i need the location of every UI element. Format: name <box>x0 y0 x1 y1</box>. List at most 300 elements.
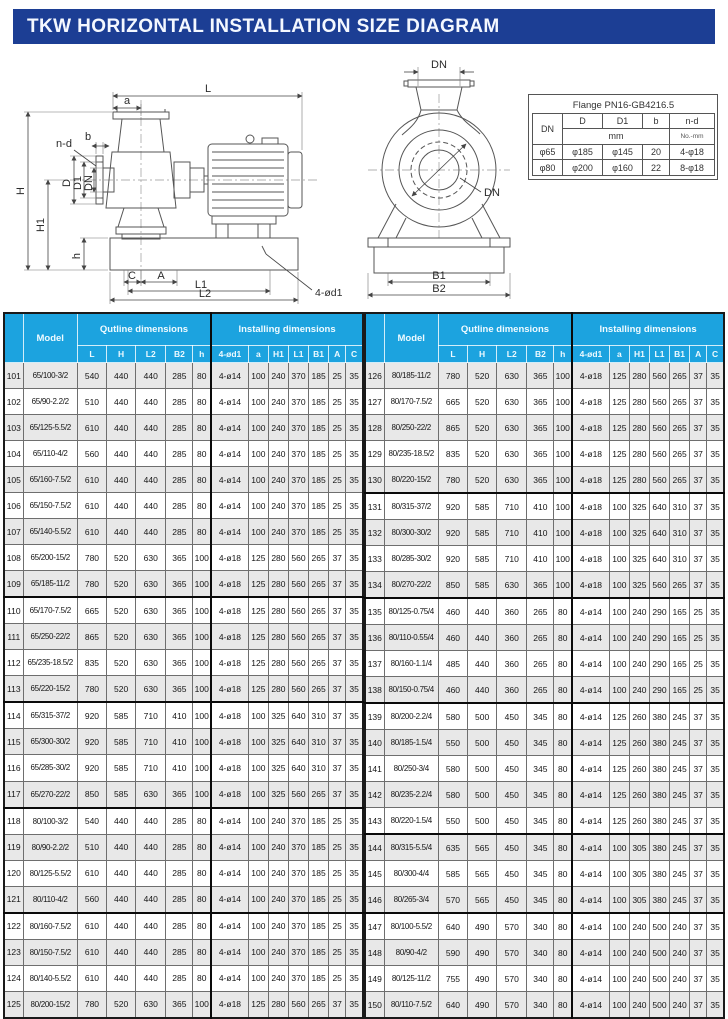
dimension-cell: 100 <box>193 571 211 598</box>
row-number-cell: 104 <box>4 441 23 467</box>
dimension-cell: 780 <box>438 363 467 389</box>
table-row <box>365 572 724 599</box>
label-A: A <box>157 270 165 282</box>
dimension-cell: 755 <box>438 966 467 992</box>
dimension-cell: 4-ø14 <box>572 782 609 808</box>
dimension-cell: 240 <box>629 966 649 992</box>
dimension-cell: 35 <box>346 886 363 913</box>
dimension-cell: 440 <box>136 886 166 913</box>
model-cell: 80/285-30/2 <box>384 546 438 572</box>
table-row <box>365 625 724 651</box>
dimension-cell: 125 <box>248 571 268 598</box>
dimension-cell: 370 <box>288 467 308 493</box>
dimension-cell: 500 <box>468 756 497 782</box>
dimension-cell: 80 <box>554 861 572 887</box>
dimension-cell: 185 <box>309 493 329 519</box>
dimension-cell: 410 <box>527 520 554 546</box>
dimension-cell: 380 <box>649 756 669 782</box>
dimension-cell: 37 <box>329 729 346 755</box>
dimension-cell: 380 <box>649 808 669 835</box>
dimension-cell: 100 <box>609 625 629 651</box>
dimension-cell: 35 <box>707 940 724 966</box>
dimension-cell: 80 <box>554 808 572 835</box>
dimension-cell: 80 <box>193 965 211 991</box>
model-cell: 80/185-11/2 <box>384 363 438 389</box>
dimension-cell: 25 <box>329 965 346 991</box>
dimension-cell: 635 <box>438 834 467 861</box>
table-row <box>365 415 724 441</box>
dimension-cell: 4-ø18 <box>211 624 248 650</box>
dimension-cell: 100 <box>609 520 629 546</box>
dimension-cell: 260 <box>629 782 649 808</box>
label-L: L <box>204 83 212 95</box>
dimension-cell: 380 <box>649 861 669 887</box>
row-number-cell: 129 <box>365 441 384 467</box>
dimension-cell: 920 <box>77 755 106 781</box>
dimension-cell: 35 <box>346 991 363 1018</box>
table-row <box>365 887 724 914</box>
dimension-cell: 100 <box>248 860 268 886</box>
dimension-cell: 610 <box>77 493 106 519</box>
dimension-cell: 500 <box>649 913 669 940</box>
dimension-cell: 520 <box>107 624 136 650</box>
dimension-cell: 125 <box>609 389 629 415</box>
dimension-cell: 665 <box>438 389 467 415</box>
dimension-cell: 100 <box>609 493 629 520</box>
dimension-cell: 365 <box>166 781 193 808</box>
table-row <box>4 493 363 519</box>
row-number-cell: 116 <box>4 755 23 781</box>
label-a: a <box>123 95 131 107</box>
model-cell: 65/235-18.5/2 <box>23 650 77 676</box>
dimension-cell: 365 <box>527 441 554 467</box>
col-header-L: L <box>77 346 106 363</box>
dimension-cell: 345 <box>527 756 554 782</box>
dimension-cell: 630 <box>136 597 166 624</box>
dimension-cell: 630 <box>136 650 166 676</box>
row-number-cell: 110 <box>4 597 23 624</box>
dimension-cell: 280 <box>268 624 288 650</box>
dimension-cell: 25 <box>690 677 707 704</box>
dimension-cell: 100 <box>248 493 268 519</box>
dimension-cell: 610 <box>77 519 106 545</box>
dimension-cell: 580 <box>438 782 467 808</box>
table-row <box>4 545 363 571</box>
dimension-cell: 440 <box>468 677 497 704</box>
dimension-cell: 125 <box>609 415 629 441</box>
dimension-cell: 640 <box>649 520 669 546</box>
row-number-cell: 117 <box>4 781 23 808</box>
dimension-cell: 285 <box>166 886 193 913</box>
dimension-cell: 560 <box>288 545 308 571</box>
dimension-cell: 280 <box>268 676 288 703</box>
col-header-B2: B2 <box>527 346 554 363</box>
dimension-cell: 500 <box>468 730 497 756</box>
dimension-cell: 485 <box>438 651 467 677</box>
dimension-cell: 310 <box>670 520 690 546</box>
dimension-cell: 710 <box>136 729 166 755</box>
dimension-cell: 35 <box>707 756 724 782</box>
dimension-cell: 450 <box>497 756 527 782</box>
dimension-cell: 35 <box>707 834 724 861</box>
dimension-cell: 4-ø14 <box>211 389 248 415</box>
dimension-cell: 460 <box>438 625 467 651</box>
dimension-cell: 37 <box>690 861 707 887</box>
dimension-cell: 80 <box>193 441 211 467</box>
dimension-cell: 260 <box>629 756 649 782</box>
row-number-cell: 106 <box>4 493 23 519</box>
model-cell: 80/150-0.75/4 <box>384 677 438 704</box>
dimension-cell: 4-ø14 <box>211 860 248 886</box>
dimension-cell: 460 <box>438 677 467 704</box>
table-row <box>365 782 724 808</box>
model-cell: 80/110-0.55/4 <box>384 625 438 651</box>
dimension-cell: 185 <box>309 519 329 545</box>
dimension-cell: 37 <box>329 624 346 650</box>
dimension-cell: 265 <box>670 389 690 415</box>
dimension-cell: 240 <box>629 651 649 677</box>
dimension-cell: 585 <box>468 546 497 572</box>
dimension-cell: 440 <box>136 965 166 991</box>
dimension-cell: 565 <box>468 861 497 887</box>
dimension-cell: 100 <box>554 467 572 494</box>
dimension-cell: 35 <box>707 389 724 415</box>
dimension-cell: 25 <box>329 886 346 913</box>
dimension-cell: 125 <box>248 545 268 571</box>
dimension-cell: 440 <box>136 913 166 940</box>
dimension-cell: 37 <box>690 389 707 415</box>
dimension-cell: 185 <box>309 886 329 913</box>
dimension-cell: 100 <box>248 519 268 545</box>
model-cell: 80/220-1.5/4 <box>384 808 438 835</box>
dimension-cell: 125 <box>248 624 268 650</box>
col-header-C: C <box>707 346 724 363</box>
dimension-cell: 440 <box>107 519 136 545</box>
dimension-cell: 280 <box>629 363 649 389</box>
dimension-cell: 710 <box>136 755 166 781</box>
dimension-cell: 265 <box>527 651 554 677</box>
dimension-cell: 630 <box>497 572 527 599</box>
dimension-cell: 37 <box>690 546 707 572</box>
dimension-cell: 35 <box>346 676 363 703</box>
dimension-cell: 550 <box>438 730 467 756</box>
dimension-cell: 35 <box>707 467 724 494</box>
row-number-cell: 111 <box>4 624 23 650</box>
dimension-cell: 440 <box>107 389 136 415</box>
flange-col-nd: n-d <box>670 113 715 129</box>
dimension-cell: 4-ø18 <box>211 676 248 703</box>
dimension-cell: 640 <box>649 546 669 572</box>
dimension-cell: 560 <box>649 363 669 389</box>
dimension-cell: 35 <box>707 441 724 467</box>
table-row <box>4 597 363 624</box>
pump-side-view-diagram <box>12 50 352 306</box>
dimension-cell: 35 <box>346 441 363 467</box>
dimension-cell: 245 <box>670 834 690 861</box>
table-row <box>4 729 363 755</box>
table-row <box>4 519 363 545</box>
dimension-cell: 610 <box>77 939 106 965</box>
dimension-cell: 285 <box>166 808 193 835</box>
table-row <box>365 940 724 966</box>
dimension-cell: 285 <box>166 965 193 991</box>
row-number-cell: 108 <box>4 545 23 571</box>
dimension-cell: 4-ø14 <box>211 493 248 519</box>
dimension-cell: 520 <box>107 676 136 703</box>
dimension-cell: 35 <box>346 415 363 441</box>
dimension-cell: 710 <box>136 702 166 729</box>
flange-row <box>533 144 715 160</box>
model-cell: 80/125-0.75/4 <box>384 598 438 625</box>
dimension-cell: 560 <box>288 781 308 808</box>
dimension-cell: 290 <box>649 651 669 677</box>
dimension-cell: 370 <box>288 965 308 991</box>
model-cell: 80/125-5.5/2 <box>23 860 77 886</box>
model-cell: 65/270-22/2 <box>23 781 77 808</box>
dimension-cell: 35 <box>346 939 363 965</box>
col-header-B1: B1 <box>309 346 329 363</box>
model-header: Model <box>384 313 438 363</box>
dimension-cell: 80 <box>554 730 572 756</box>
dimension-cell: 240 <box>670 913 690 940</box>
dimension-cell: 4-ø18 <box>211 991 248 1018</box>
dimension-cell: 380 <box>649 782 669 808</box>
dimension-cell: 100 <box>554 572 572 599</box>
dimension-cell: 305 <box>629 834 649 861</box>
dimension-cell: 25 <box>690 598 707 625</box>
dimension-cell: 325 <box>629 546 649 572</box>
dimension-cell: 285 <box>166 939 193 965</box>
label-L1: L1 <box>194 279 208 291</box>
dimension-cell: 100 <box>554 441 572 467</box>
row-number-cell: 141 <box>365 756 384 782</box>
dimension-cell: 4-ø14 <box>211 913 248 940</box>
model-cell: 80/110-7.5/2 <box>384 992 438 1019</box>
table-row <box>4 676 363 703</box>
dimension-cell: 780 <box>77 571 106 598</box>
dimension-cell: 4-ø14 <box>211 834 248 860</box>
dimension-cell: 80 <box>554 940 572 966</box>
dimension-cell: 35 <box>707 415 724 441</box>
label-L2: L2 <box>198 288 212 300</box>
dimension-cell: 365 <box>527 572 554 599</box>
dimension-cell: 370 <box>288 389 308 415</box>
model-cell: 65/220-15/2 <box>23 676 77 703</box>
dimension-cell: 35 <box>346 781 363 808</box>
dimension-cell: 100 <box>193 991 211 1018</box>
dimension-cell: 345 <box>527 730 554 756</box>
flange-cell: φ65 <box>533 144 563 160</box>
label-DN-top: DN <box>431 59 447 71</box>
dimension-cell: 560 <box>288 991 308 1018</box>
dimension-cell: 35 <box>346 467 363 493</box>
dimension-cell: 365 <box>527 389 554 415</box>
table-row <box>365 913 724 940</box>
dimension-cell: 520 <box>468 467 497 494</box>
table-row <box>4 913 363 940</box>
table-row <box>4 389 363 415</box>
dimension-cell: 185 <box>309 363 329 389</box>
dimension-cell: 4-ø18 <box>572 572 609 599</box>
dimension-cell: 280 <box>629 415 649 441</box>
model-cell: 65/90-2.2/2 <box>23 389 77 415</box>
dimension-cell: 560 <box>288 676 308 703</box>
table-row <box>365 441 724 467</box>
col-header-L1: L1 <box>649 346 669 363</box>
row-number-cell: 128 <box>365 415 384 441</box>
row-number-cell: 126 <box>365 363 384 389</box>
dimension-cell: 260 <box>629 808 649 835</box>
dimension-cell: 80 <box>193 519 211 545</box>
table-row <box>4 991 363 1018</box>
dimension-cell: 440 <box>468 651 497 677</box>
dimension-cell: 37 <box>690 887 707 914</box>
dimension-cell: 360 <box>497 677 527 704</box>
dimension-cell: 80 <box>193 808 211 835</box>
dimension-cell: 370 <box>288 886 308 913</box>
model-cell: 80/140-5.5/2 <box>23 965 77 991</box>
dimension-cell: 4-ø14 <box>572 834 609 861</box>
row-number-cell: 121 <box>4 886 23 913</box>
flange-cell: 22 <box>643 160 670 176</box>
row-number-cell: 150 <box>365 992 384 1019</box>
flange-table <box>532 98 715 176</box>
dimension-cell: 585 <box>438 861 467 887</box>
dimension-cell: 25 <box>329 808 346 835</box>
label-DN: DN <box>83 175 95 191</box>
col-header-a: a <box>609 346 629 363</box>
dimension-cell: 37 <box>329 755 346 781</box>
label-B1: B1 <box>432 270 446 282</box>
flange-cell: φ185 <box>563 144 603 160</box>
dimension-tables <box>3 312 725 1019</box>
dimension-cell: 370 <box>288 939 308 965</box>
dimension-cell: 440 <box>136 363 166 389</box>
dimension-cell: 37 <box>690 966 707 992</box>
dimension-cell: 125 <box>609 363 629 389</box>
dimension-cell: 520 <box>107 991 136 1018</box>
dimension-cell: 125 <box>609 730 629 756</box>
dimension-cell: 450 <box>497 782 527 808</box>
dimension-cell: 265 <box>309 650 329 676</box>
dimension-cell: 500 <box>649 940 669 966</box>
dimension-cell: 100 <box>609 677 629 704</box>
dimension-cell: 520 <box>107 545 136 571</box>
dimension-cell: 100 <box>193 781 211 808</box>
dimension-cell: 100 <box>609 598 629 625</box>
dimension-cell: 35 <box>707 808 724 835</box>
dimension-cell: 4-ø14 <box>572 730 609 756</box>
dimension-cell: 490 <box>468 913 497 940</box>
dimension-cell: 310 <box>670 546 690 572</box>
dimension-cell: 4-ø18 <box>211 702 248 729</box>
dimension-cell: 585 <box>107 702 136 729</box>
dimension-cell: 245 <box>670 887 690 914</box>
dimension-cell: 100 <box>193 729 211 755</box>
dimension-cell: 100 <box>609 887 629 914</box>
table-row <box>4 650 363 676</box>
row-number-cell: 123 <box>4 939 23 965</box>
dimension-cell: 440 <box>107 467 136 493</box>
label-H1: H1 <box>35 217 47 233</box>
dimension-labels <box>431 59 500 295</box>
dimension-cell: 80 <box>193 415 211 441</box>
dimension-cell: 37 <box>690 703 707 730</box>
dimension-cell: 340 <box>527 913 554 940</box>
dimension-cell: 35 <box>346 389 363 415</box>
dimension-cell: 280 <box>268 650 288 676</box>
dimension-cell: 610 <box>77 415 106 441</box>
dimension-cell: 520 <box>107 571 136 598</box>
dimension-cell: 370 <box>288 441 308 467</box>
row-number-cell: 109 <box>4 571 23 598</box>
dimension-cell: 570 <box>497 992 527 1019</box>
installing-group-header: Installing dimensions <box>572 313 724 346</box>
model-cell: 65/170-7.5/2 <box>23 597 77 624</box>
dimension-cell: 440 <box>107 965 136 991</box>
dimension-cell: 35 <box>707 363 724 389</box>
dimension-cell: 630 <box>136 781 166 808</box>
dimension-cell: 37 <box>329 571 346 598</box>
dimension-cell: 440 <box>107 860 136 886</box>
dimension-cell: 185 <box>309 913 329 940</box>
dimension-cell: 35 <box>707 651 724 677</box>
dimension-cell: 245 <box>670 861 690 887</box>
dimension-cell: 265 <box>670 415 690 441</box>
dimension-cell: 80 <box>554 677 572 704</box>
dimension-cell: 305 <box>629 861 649 887</box>
dimension-cell: 35 <box>707 861 724 887</box>
dimension-cell: 80 <box>554 651 572 677</box>
model-cell: 80/315-5.5/4 <box>384 834 438 861</box>
col-header-a: a <box>248 346 268 363</box>
dimension-cell: 370 <box>288 834 308 860</box>
row-number-cell: 144 <box>365 834 384 861</box>
dimension-cell: 365 <box>166 624 193 650</box>
row-number-cell: 124 <box>4 965 23 991</box>
col-header-H1: H1 <box>629 346 649 363</box>
dimension-cell: 125 <box>248 650 268 676</box>
col-header-L2: L2 <box>136 346 166 363</box>
dimension-cell: 25 <box>690 651 707 677</box>
model-cell: 80/170-7.5/2 <box>384 389 438 415</box>
dimension-cell: 440 <box>136 467 166 493</box>
dimension-cell: 4-ø14 <box>211 363 248 389</box>
dimension-cell: 25 <box>329 415 346 441</box>
dimension-cell: 100 <box>248 755 268 781</box>
dimension-cell: 35 <box>346 755 363 781</box>
dimension-cell: 310 <box>309 755 329 781</box>
row-number-cell: 120 <box>4 860 23 886</box>
dimension-cell: 185 <box>309 467 329 493</box>
model-cell: 80/265-3/4 <box>384 887 438 914</box>
dimension-cell: 35 <box>707 520 724 546</box>
dimension-cell: 340 <box>527 940 554 966</box>
dimension-cell: 35 <box>346 571 363 598</box>
dimension-cell: 380 <box>649 834 669 861</box>
row-number-cell: 113 <box>4 676 23 703</box>
label-B2: B2 <box>432 283 446 295</box>
dimension-cell: 245 <box>670 756 690 782</box>
dimension-cell: 100 <box>193 545 211 571</box>
dimension-cell: 37 <box>329 597 346 624</box>
dimension-cell: 37 <box>329 545 346 571</box>
model-cell: 80/90-4/2 <box>384 940 438 966</box>
dimension-cell: 100 <box>248 886 268 913</box>
dimension-cell: 370 <box>288 363 308 389</box>
dimension-cell: 100 <box>554 415 572 441</box>
dimension-cell: 4-ø14 <box>211 939 248 965</box>
